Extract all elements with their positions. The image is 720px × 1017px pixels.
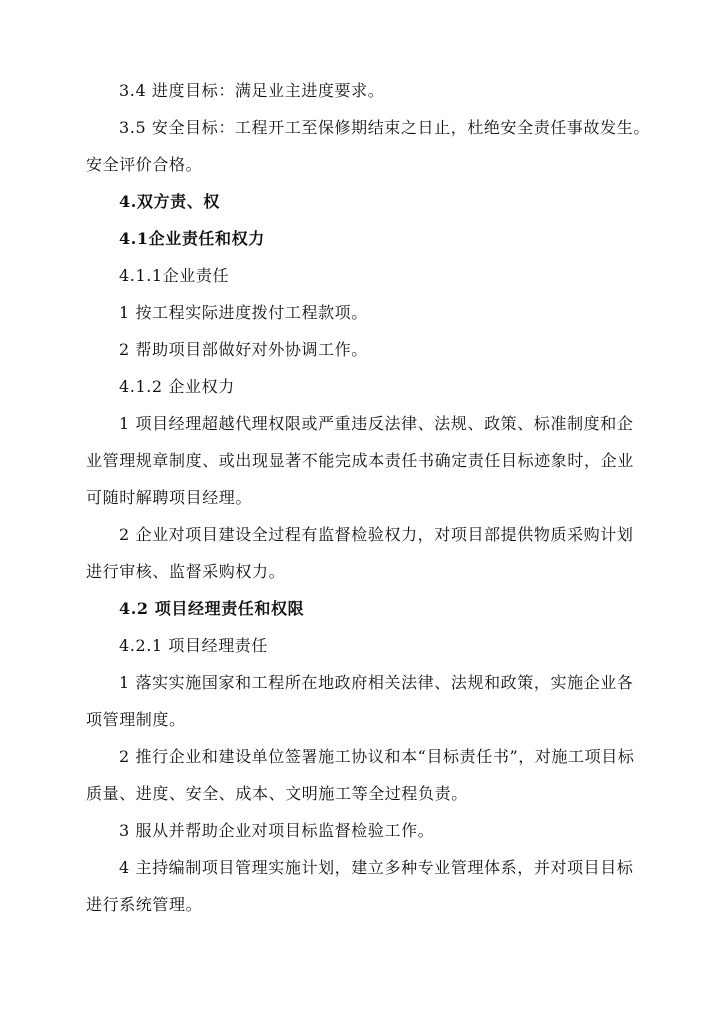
section-heading-4-2: 4.2 项目经理责任和权限	[119, 599, 305, 618]
list-item-continuation: 可随时解聘项目经理。	[86, 488, 253, 507]
list-item: 1 按工程实际进度拨付工程款项。	[119, 303, 368, 322]
list-item: 2 推行企业和建设单位签署施工协议和本“目标责任书”，对施工项目标	[119, 747, 635, 766]
section-heading-4: 4.双方责、权	[119, 192, 220, 211]
list-item: 2 帮助项目部做好对外协调工作。	[119, 340, 368, 359]
subsection-heading-4-1-1: 4.1.1企业责任	[119, 266, 230, 285]
safety-target-line: 3.5 安全目标：工程开工至保修期结束之日止，杜绝安全责任事故发生。	[119, 118, 650, 137]
list-item: 1 项目经理超越代理权限或严重违反法律、法规、政策、标准制度和企	[119, 414, 634, 433]
list-item: 3 服从并帮助企业对项目标监督检验工作。	[119, 821, 435, 840]
list-item-continuation: 进行系统管理。	[86, 895, 203, 914]
list-item: 1 落实实施国家和工程所在地政府相关法律、法规和政策，实施企业各	[119, 673, 634, 692]
list-item-continuation: 质量、进度、安全、成本、文明施工等全过程负责。	[86, 784, 468, 803]
list-item: 2 企业对项目建设全过程有监督检验权力，对项目部提供物质采购计划	[119, 525, 634, 544]
list-item: 4 主持编制项目管理实施计划，建立多种专业管理体系，并对项目目标	[119, 858, 634, 877]
section-heading-4-1: 4.1企业责任和权力	[119, 229, 265, 248]
subsection-heading-4-2-1: 4.2.1 项目经理责任	[119, 636, 268, 655]
list-item-continuation: 项管理制度。	[86, 710, 186, 729]
list-item-continuation: 业管理规章制度、或出现显著不能完成本责任书确定责任目标迹象时，企业	[86, 451, 634, 470]
safety-target-continuation: 安全评价合格。	[86, 155, 203, 174]
schedule-target-line: 3.4 进度目标：满足业主进度要求。	[119, 81, 385, 100]
subsection-heading-4-1-2: 4.1.2 企业权力	[119, 377, 235, 396]
list-item-continuation: 进行审核、监督采购权力。	[86, 562, 286, 581]
